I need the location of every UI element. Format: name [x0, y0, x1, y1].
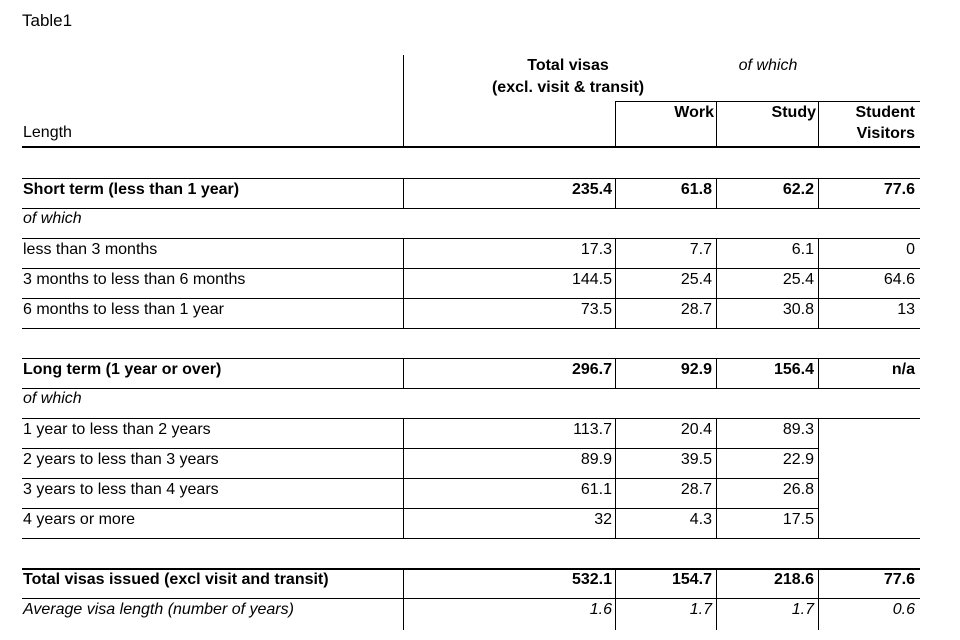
- cell-total: 61.1: [580, 481, 612, 498]
- header-total-line1: Total visas: [527, 57, 609, 74]
- header-divider: [615, 101, 616, 147]
- table-caption: Table1: [22, 11, 73, 30]
- cell-total: 1.6: [589, 601, 612, 618]
- row-label: 6 months to less than 1 year: [23, 301, 224, 318]
- cell-student: 0: [906, 241, 915, 258]
- header-student-line1: Student: [855, 104, 915, 121]
- column-divider: [716, 358, 717, 389]
- header-length: Length: [23, 124, 72, 141]
- row-rule: [22, 208, 920, 209]
- row-rule: [22, 538, 920, 539]
- row-label: 2 years to less than 3 years: [23, 451, 219, 468]
- cell-work: 4.3: [689, 511, 712, 528]
- row-label: Total visas issued (excl visit and transit): [23, 571, 329, 588]
- cell-total: 235.4: [571, 181, 612, 198]
- header-study: Study: [771, 104, 816, 121]
- column-divider: [615, 358, 616, 389]
- row-rule: [22, 598, 920, 599]
- row-label: 4 years or more: [23, 511, 136, 528]
- row-rule: [22, 358, 920, 359]
- cell-work: 61.8: [680, 181, 712, 198]
- cell-student: n/a: [891, 361, 915, 378]
- column-divider: [818, 568, 819, 630]
- cell-total: 17.3: [580, 241, 612, 258]
- cell-study: 6.1: [791, 241, 814, 258]
- cell-study: 89.3: [782, 421, 814, 438]
- column-divider: [818, 178, 819, 209]
- cell-total: 144.5: [571, 271, 612, 288]
- cell-study: 156.4: [773, 361, 814, 378]
- cell-study: 26.8: [782, 481, 814, 498]
- row-label: less than 3 months: [23, 241, 158, 258]
- header-total-line2: (excl. visit & transit): [491, 79, 645, 96]
- cell-work: 28.7: [680, 301, 712, 318]
- cell-student: 0.6: [892, 601, 915, 618]
- cell-total: 89.9: [580, 451, 612, 468]
- row-rule: [22, 418, 920, 419]
- cell-total: 296.7: [571, 361, 612, 378]
- header-divider: [716, 101, 717, 147]
- cell-student: 77.6: [883, 181, 915, 198]
- row-rule: [22, 478, 818, 479]
- row-label: 1 year to less than 2 years: [23, 421, 211, 438]
- cell-student: 77.6: [883, 571, 915, 588]
- cell-work: 1.7: [689, 601, 712, 618]
- row-rule: [22, 298, 920, 299]
- cell-work: 92.9: [680, 361, 712, 378]
- header-bottom-rule: [22, 146, 920, 148]
- row-rule: [22, 238, 920, 239]
- column-divider: [615, 568, 616, 630]
- header-divider: [818, 101, 819, 147]
- row-rule: [22, 508, 818, 509]
- cell-study: 25.4: [782, 271, 814, 288]
- cell-work: 25.4: [680, 271, 712, 288]
- header-rule: [615, 101, 920, 102]
- row-rule: [22, 268, 920, 269]
- row-label: Long term (1 year or over): [23, 361, 222, 378]
- column-divider: [716, 418, 717, 539]
- cell-student: 13: [897, 301, 915, 318]
- column-divider: [716, 178, 717, 209]
- row-rule: [22, 328, 920, 329]
- cell-student: 64.6: [883, 271, 915, 288]
- cell-work: 7.7: [689, 241, 712, 258]
- cell-work: 28.7: [680, 481, 712, 498]
- cell-total: 32: [594, 511, 612, 528]
- row-label: 3 months to less than 6 months: [23, 271, 246, 288]
- cell-work: 154.7: [671, 571, 712, 588]
- cell-study: 1.7: [791, 601, 814, 618]
- cell-total: 73.5: [580, 301, 612, 318]
- cell-study: 22.9: [782, 451, 814, 468]
- cell-study: 218.6: [773, 571, 814, 588]
- cell-study: 30.8: [782, 301, 814, 318]
- cell-study: 62.2: [782, 181, 814, 198]
- column-divider: [818, 238, 819, 329]
- cell-total: 532.1: [571, 571, 612, 588]
- row-label: of which: [23, 390, 82, 407]
- header-student-line2: Visitors: [856, 125, 915, 142]
- header-divider: [403, 55, 404, 147]
- header-of-which: of which: [738, 57, 798, 74]
- column-divider: [403, 418, 404, 539]
- totals-top-rule: [22, 568, 920, 570]
- cell-study: 17.5: [782, 511, 814, 528]
- column-divider: [716, 568, 717, 630]
- column-divider: [818, 358, 819, 389]
- row-label: of which: [23, 210, 82, 227]
- column-divider: [615, 418, 616, 539]
- header-work: Work: [674, 104, 714, 121]
- column-divider: [615, 178, 616, 209]
- row-rule: [22, 448, 818, 449]
- row-rule: [22, 388, 920, 389]
- column-divider: [403, 178, 404, 209]
- column-divider: [716, 238, 717, 329]
- row-label: Average visa length (number of years): [23, 601, 294, 618]
- column-divider: [403, 568, 404, 630]
- cell-total: 113.7: [573, 421, 612, 438]
- column-divider: [403, 358, 404, 389]
- column-divider: [818, 418, 819, 539]
- row-label: Short term (less than 1 year): [23, 181, 240, 198]
- cell-work: 39.5: [680, 451, 712, 468]
- column-divider: [615, 238, 616, 329]
- cell-work: 20.4: [680, 421, 712, 438]
- column-divider: [403, 238, 404, 329]
- row-rule: [22, 178, 920, 179]
- row-label: 3 years to less than 4 years: [23, 481, 219, 498]
